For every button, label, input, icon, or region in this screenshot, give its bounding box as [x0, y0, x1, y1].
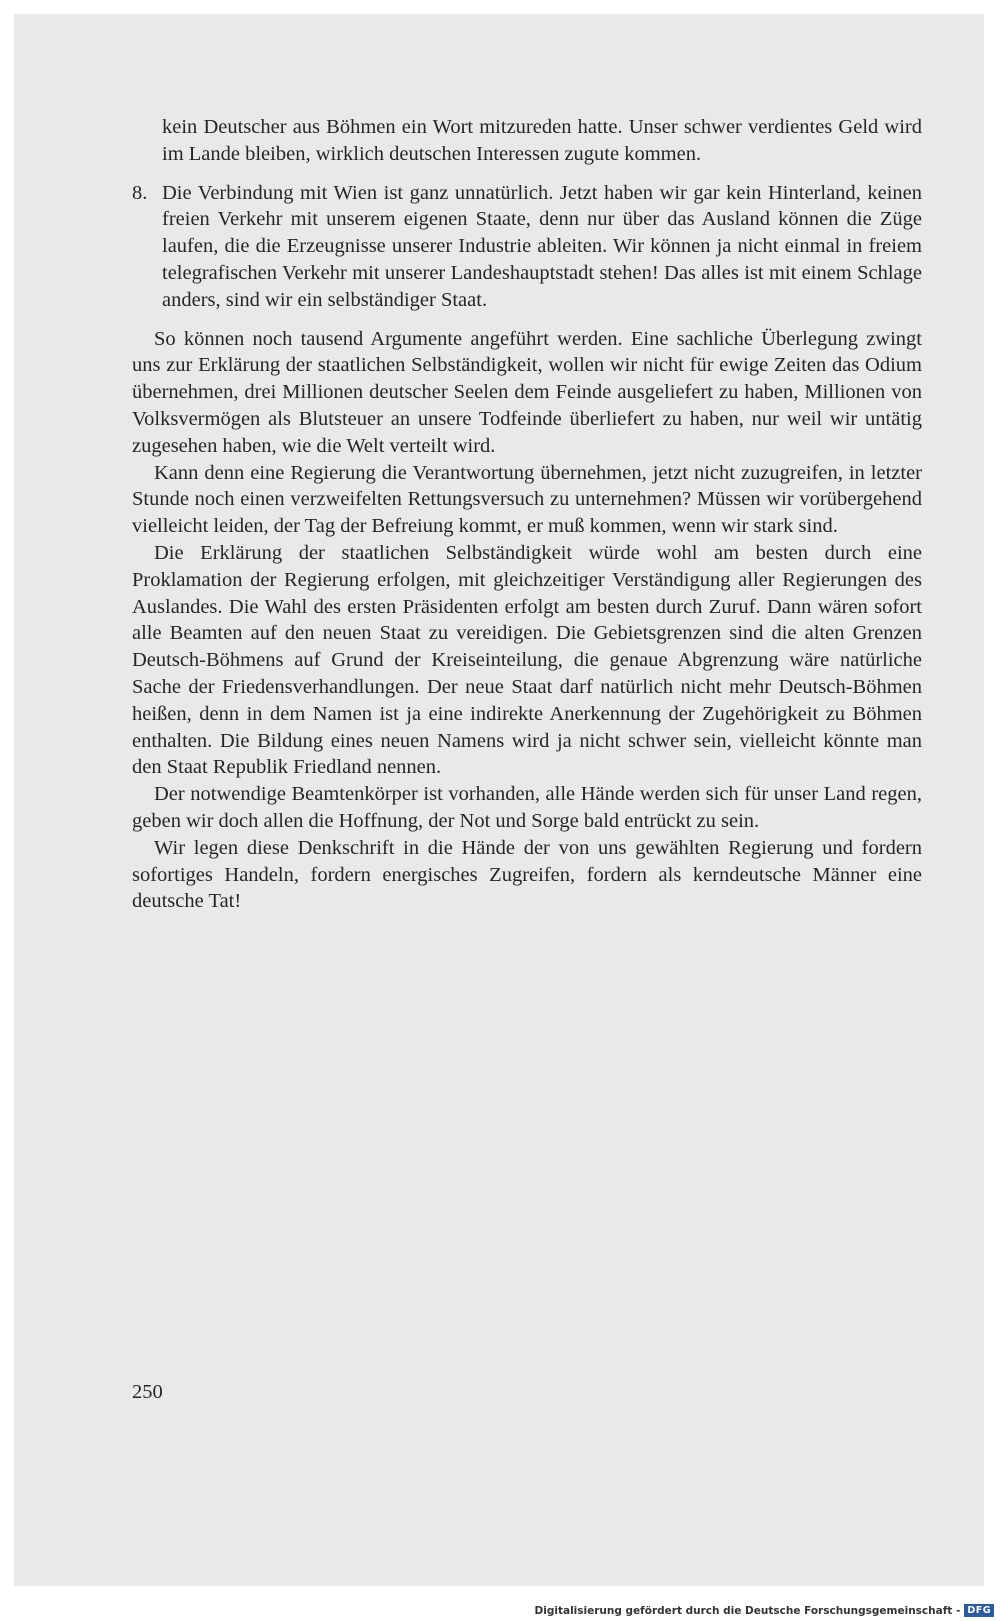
digitization-footer — [535, 1604, 994, 1617]
paragraph-memorandum: Wir legen diese Denkschrift in die Hände der von uns gewählten Regierung und fordern sofortiges Handeln, fordern energisches Zugreifen, fordern als kerndeutsche Männer eine deutsche Tat! — [132, 836, 922, 913]
paragraph-proclamation: Die Erklärung der staatlichen Selbständigkeit würde wohl am besten durch eine Proklamation der Regierung erfolgen, mit gleichzeitiger Verständigung aller Regierungen des Auslandes. Die Wahl des ersten Präsidenten erfolgt am besten durch Zuruf. Dann wären sofort alle Beamten auf den neuen Staat zu vereidigen. Die Gebietsgrenzen sind die alten Grenzen Deutsch-Böhmens auf Grund der Kreiseinteilung, die genaue Abgrenzung wäre natürliche Sache der Friedensverhandlungen. Der neue Staat darf natürlich nicht mehr Deutsch-Böhmen heißen, denn in dem Namen ist ja eine indirekte Anerkennung der Zugehörigkeit zu Böhmen enthalten. Die Bildung eines neuen Namens wird ja nicht schwer sein, vielleicht könnte man den Staat Republik Friedland nennen. — [132, 541, 922, 779]
footer-credit: Digitalisierung gefördert durch die Deutsche Forschungsgemeinschaft - — [534, 1604, 961, 1617]
paragraph-responsibility: Kann denn eine Regierung die Verantwortung übernehmen, jetzt nicht zuzugreifen, in letzter Stunde noch einen verzweifelten Rettungsversuch zu unternehmen? Müssen wir vorübergehend vielleicht leiden, der Tag der Befreiung kommt, er muß kommen, wenn wir stark sind. — [132, 461, 922, 538]
paragraph-officials: Der notwendige Beamtenkörper ist vorhanden, alle Hände werden sich für unser Land regen, geben wir doch allen die Hoffnung, der Not und Sorge bald entrückt zu sein. — [132, 783, 922, 832]
paragraph-arguments: So können noch tausend Argumente angeführt werden. Eine sachliche Überlegung zwingt uns zur Erklärung der staatlichen Selbständigkeit, wollen wir nicht für ewige Zeiten das Odium übernehmen, drei Millionen deutscher Seelen dem Feinde ausgeliefert zu haben, Millionen von Volksvermögen als Blutsteuer an unsere Todfeinde überliefert zu haben, nur weil wir untätig zugesehen haben, wie die Welt verteilt wird. — [132, 327, 922, 457]
dfg-logo: DFG — [964, 1604, 994, 1617]
body-text — [132, 114, 922, 915]
page-number: 250 — [132, 1381, 163, 1403]
list-item-text: Die Verbindung mit Wien ist ganz unnatürlich. Jetzt haben wir gar kein Hinterland, keinen freien Verkehr mit unserem eigenen Staate, denn nur über das Ausland können die Züge laufen, die die Erzeugnisse unserer Industrie ableiten. Wir können ja nicht einmal in freiem telegrafischen Verkehr mit unserer Landeshauptstadt stehen! Das alles ist mit einem Schlage anders, sind wir ein selbständiger Staat. — [162, 181, 922, 311]
continuation-paragraph: kein Deutscher aus Böhmen ein Wort mitzureden hatte. Unser schwer verdientes Geld wird im Lande bleiben, wirklich deutschen Interessen zugute kommen. — [162, 116, 922, 165]
list-number: 8. — [132, 181, 148, 204]
list-item-8 — [132, 180, 922, 314]
